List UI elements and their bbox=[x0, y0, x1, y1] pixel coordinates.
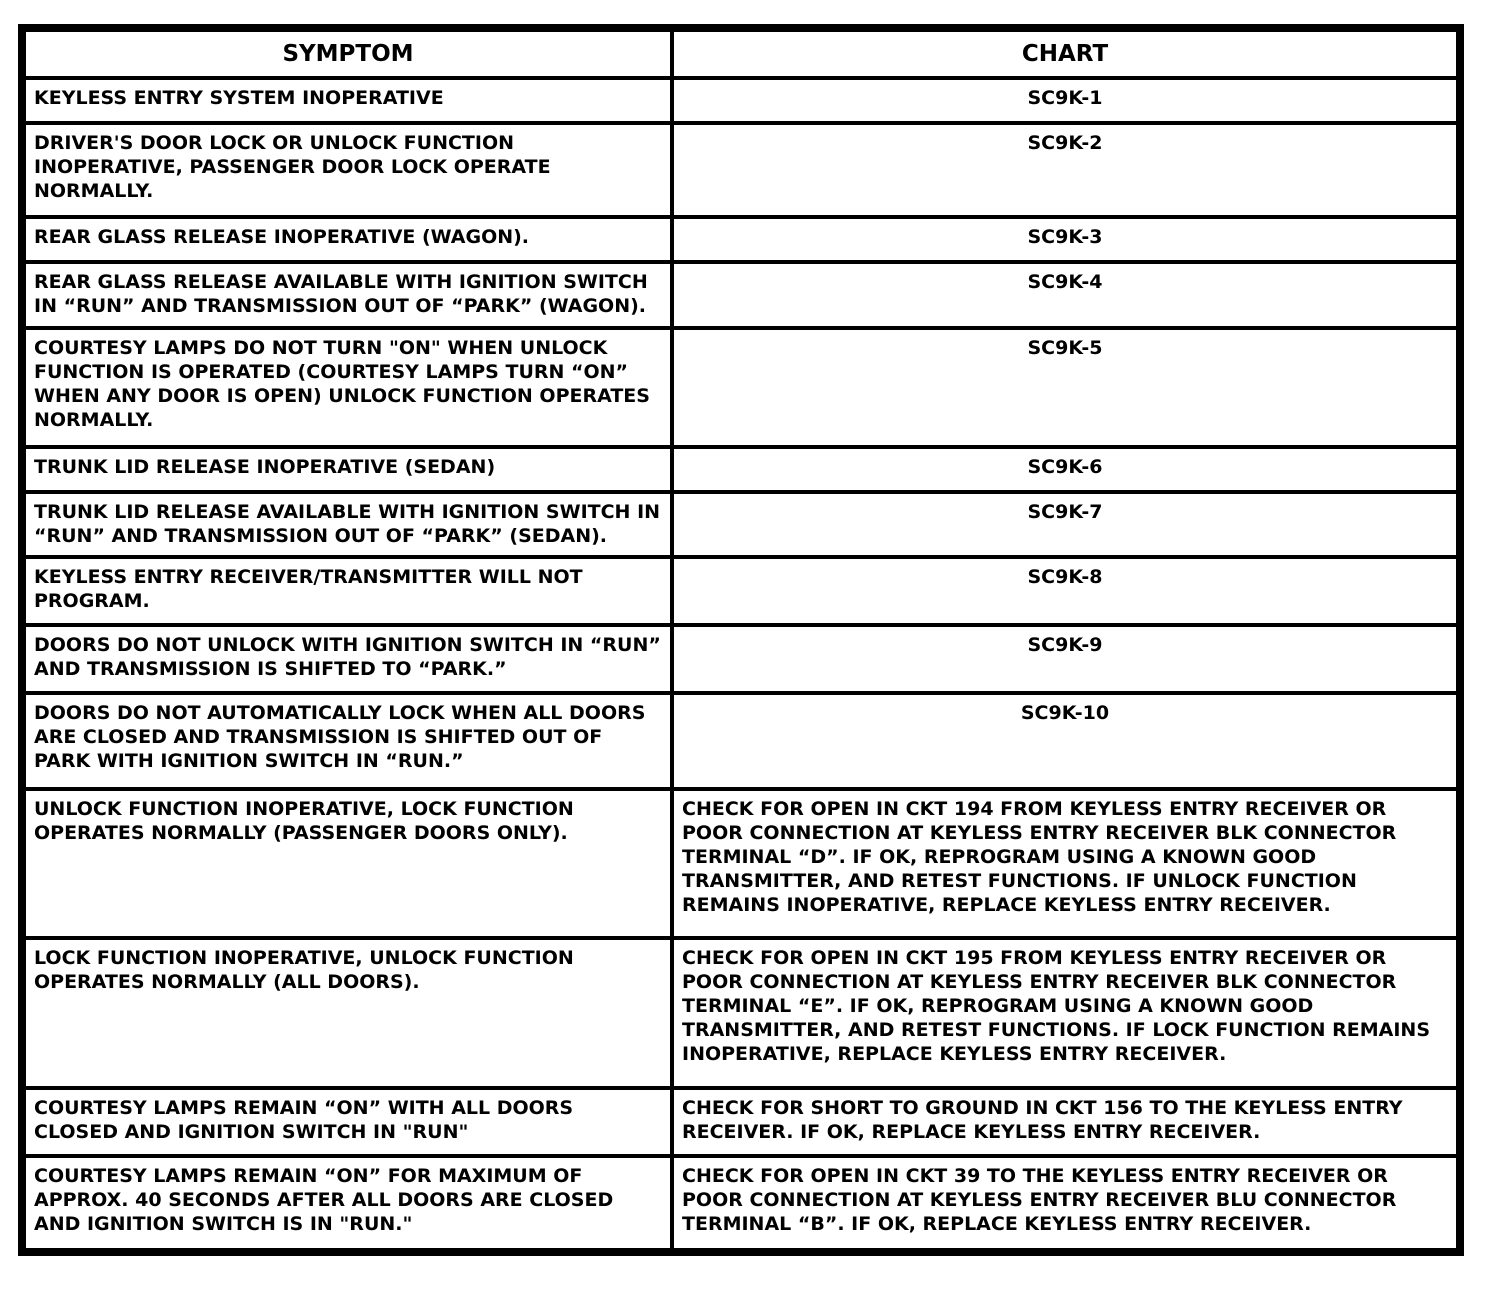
symptom-cell: TRUNK LID RELEASE INOPERATIVE (SEDAN) bbox=[24, 447, 672, 492]
chart-cell: SC9K-2 bbox=[672, 123, 1458, 217]
chart-cell: CHECK FOR OPEN IN CKT 39 TO THE KEYLESS ENTRY RECEIVER OR POOR CONNECTION AT KEYLESS ENTRY RECEIVER BLU CONNECTOR TERMINAL “B”. IF OK, REPLACE KEYLESS ENTRY RECEIVER. bbox=[672, 1156, 1458, 1250]
table-row bbox=[24, 78, 1458, 123]
symptom-cell: UNLOCK FUNCTION INOPERATIVE, LOCK FUNCTION OPERATES NORMALLY (PASSENGER DOORS ONLY). bbox=[24, 789, 672, 939]
chart-cell: SC9K-10 bbox=[672, 693, 1458, 789]
table-row bbox=[24, 123, 1458, 217]
symptom-cell: TRUNK LID RELEASE AVAILABLE WITH IGNITION SWITCH IN “RUN” AND TRANSMISSION OUT OF “PARK” (SEDAN). bbox=[24, 492, 672, 558]
table-row bbox=[24, 262, 1458, 328]
table-row bbox=[24, 217, 1458, 262]
table-row bbox=[24, 447, 1458, 492]
chart-cell: CHECK FOR OPEN IN CKT 194 FROM KEYLESS ENTRY RECEIVER OR POOR CONNECTION AT KEYLESS ENTRY RECEIVER BLK CONNECTOR TERMINAL “D”. IF OK, REPROGRAM USING A KNOWN GOOD TRANSMITTER, AND RETEST FUNCTIONS. IF UNLOCK FUNCTION REMAINS INOPERATIVE, REPLACE KEYLESS ENTRY RECEIVER. bbox=[672, 789, 1458, 939]
table-row bbox=[24, 557, 1458, 625]
table-row bbox=[24, 789, 1458, 939]
chart-cell: SC9K-8 bbox=[672, 557, 1458, 625]
table-row bbox=[24, 328, 1458, 447]
symptom-cell: KEYLESS ENTRY RECEIVER/TRANSMITTER WILL NOT PROGRAM. bbox=[24, 557, 672, 625]
symptom-chart-table bbox=[22, 28, 1460, 1252]
symptom-cell: LOCK FUNCTION INOPERATIVE, UNLOCK FUNCTION OPERATES NORMALLY (ALL DOORS). bbox=[24, 938, 672, 1088]
chart-cell: SC9K-9 bbox=[672, 625, 1458, 693]
symptom-cell: COURTESY LAMPS DO NOT TURN "ON" WHEN UNLOCK FUNCTION IS OPERATED (COURTESY LAMPS TURN “ON” WHEN ANY DOOR IS OPEN) UNLOCK FUNCTION OPERATES NORMALLY. bbox=[24, 328, 672, 447]
table-row bbox=[24, 693, 1458, 789]
symptom-column-header: SYMPTOM bbox=[24, 30, 672, 78]
symptom-cell: KEYLESS ENTRY SYSTEM INOPERATIVE bbox=[24, 78, 672, 123]
table-row bbox=[24, 1156, 1458, 1250]
chart-cell: CHECK FOR SHORT TO GROUND IN CKT 156 TO THE KEYLESS ENTRY RECEIVER. IF OK, REPLACE KEYLESS ENTRY RECEIVER. bbox=[672, 1088, 1458, 1156]
chart-cell: CHECK FOR OPEN IN CKT 195 FROM KEYLESS ENTRY RECEIVER OR POOR CONNECTION AT KEYLESS ENTRY RECEIVER BLK CONNECTOR TERMINAL “E”. IF OK, REPROGRAM USING A KNOWN GOOD TRANSMITTER, AND RETEST FUNCTIONS. IF LOCK FUNCTION REMAINS INOPERATIVE, REPLACE KEYLESS ENTRY RECEIVER. bbox=[672, 938, 1458, 1088]
symptom-cell: COURTESY LAMPS REMAIN “ON” WITH ALL DOORS CLOSED AND IGNITION SWITCH IN "RUN" bbox=[24, 1088, 672, 1156]
chart-cell: SC9K-4 bbox=[672, 262, 1458, 328]
symptom-cell: REAR GLASS RELEASE AVAILABLE WITH IGNITION SWITCH IN “RUN” AND TRANSMISSION OUT OF “PARK” (WAGON). bbox=[24, 262, 672, 328]
symptom-cell: REAR GLASS RELEASE INOPERATIVE (WAGON). bbox=[24, 217, 672, 262]
symptom-cell: DOORS DO NOT UNLOCK WITH IGNITION SWITCH IN “RUN” AND TRANSMISSION IS SHIFTED TO “PARK.” bbox=[24, 625, 672, 693]
table-row bbox=[24, 938, 1458, 1088]
table-row bbox=[24, 492, 1458, 558]
symptom-cell: DOORS DO NOT AUTOMATICALLY LOCK WHEN ALL DOORS ARE CLOSED AND TRANSMISSION IS SHIFTED OUT OF PARK WITH IGNITION SWITCH IN “RUN.” bbox=[24, 693, 672, 789]
chart-cell: SC9K-7 bbox=[672, 492, 1458, 558]
symptom-cell: DRIVER'S DOOR LOCK OR UNLOCK FUNCTION INOPERATIVE, PASSENGER DOOR LOCK OPERATE NORMALLY. bbox=[24, 123, 672, 217]
chart-cell: SC9K-5 bbox=[672, 328, 1458, 447]
table-header-row bbox=[24, 30, 1458, 78]
symptom-chart-table-frame bbox=[18, 24, 1464, 1256]
chart-cell: SC9K-3 bbox=[672, 217, 1458, 262]
table-row bbox=[24, 1088, 1458, 1156]
chart-cell: SC9K-6 bbox=[672, 447, 1458, 492]
chart-column-header: CHART bbox=[672, 30, 1458, 78]
symptom-cell: COURTESY LAMPS REMAIN “ON” FOR MAXIMUM OF APPROX. 40 SECONDS AFTER ALL DOORS ARE CLOSED AND IGNITION SWITCH IS IN "RUN." bbox=[24, 1156, 672, 1250]
chart-cell: SC9K-1 bbox=[672, 78, 1458, 123]
table-row bbox=[24, 625, 1458, 693]
